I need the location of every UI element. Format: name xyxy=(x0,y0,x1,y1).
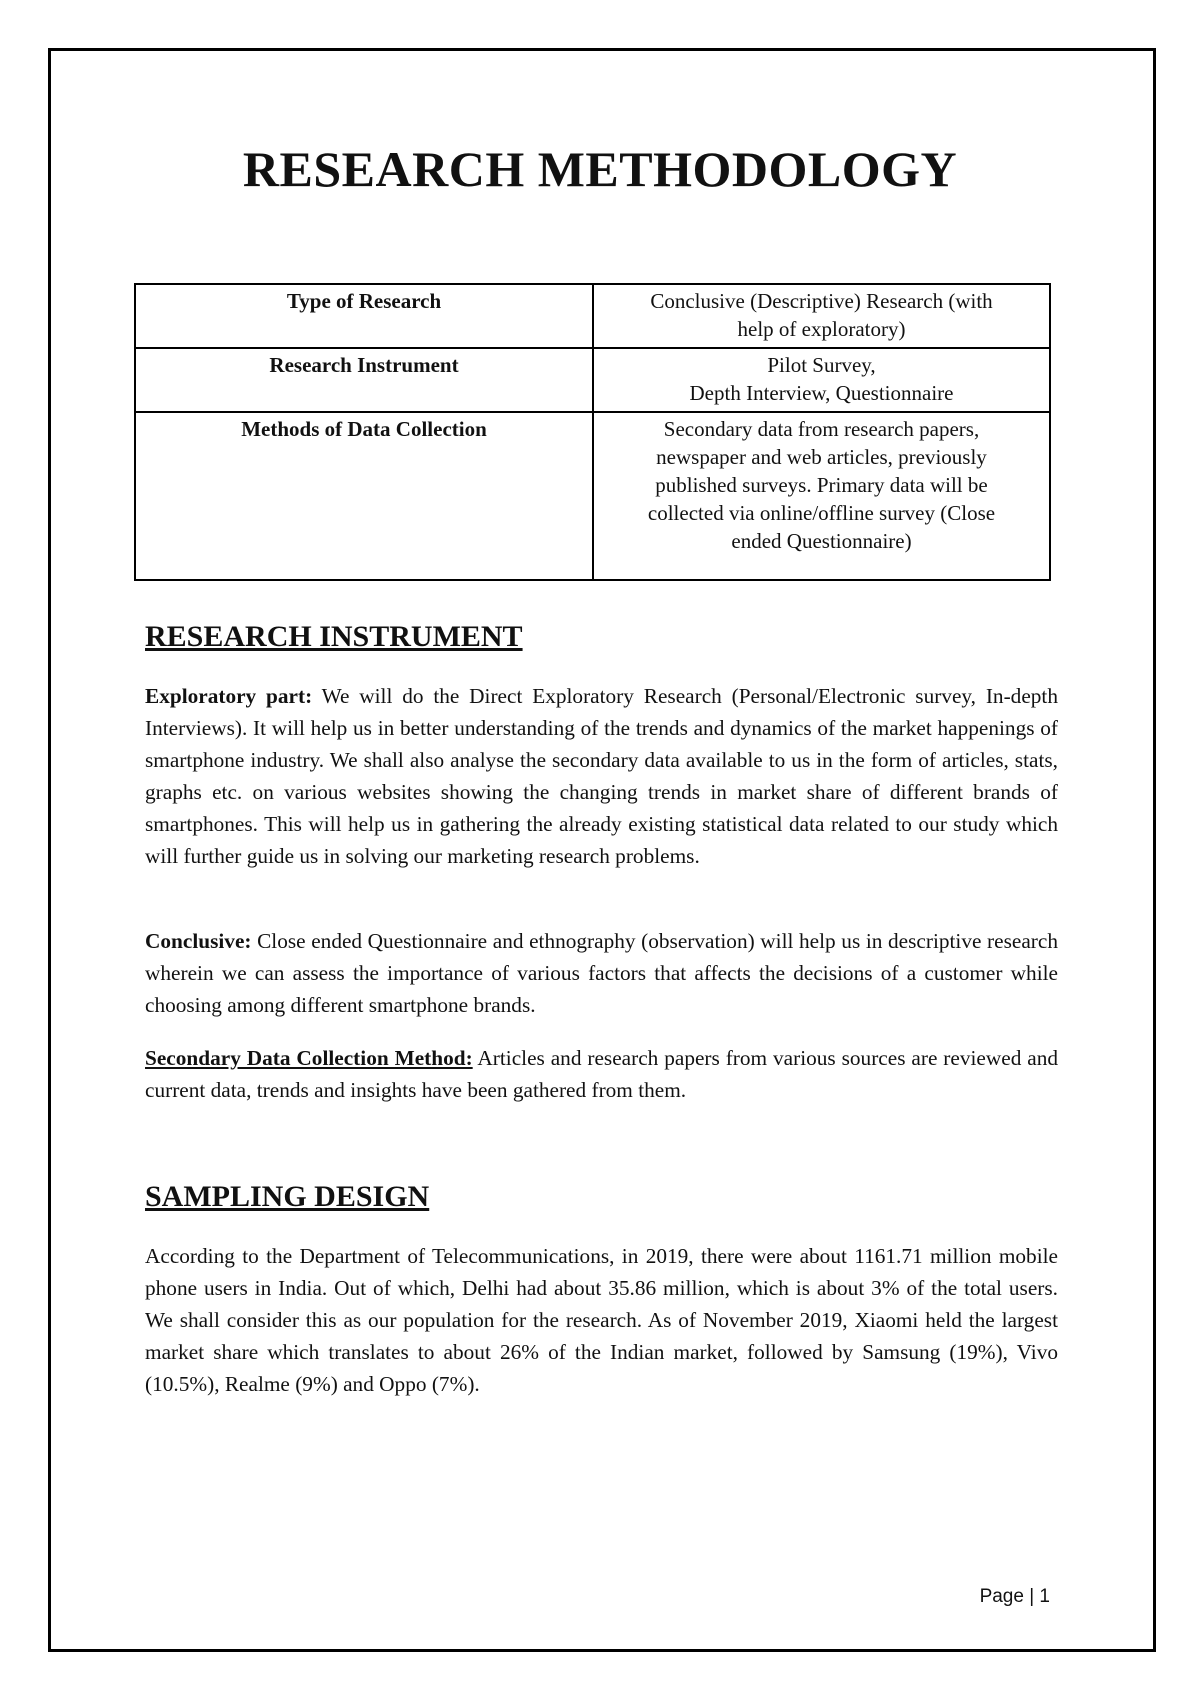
conclusive-label: Conclusive: xyxy=(145,929,252,953)
secondary-text: Articles and research papers from various sources are reviewed and current data, trends and insights have been gathered from them. xyxy=(145,1046,1058,1102)
secondary-label: Secondary Data Collection Method: xyxy=(145,1046,473,1070)
table-value-line: collected via online/offline survey (Close xyxy=(647,501,996,525)
table-value-line: ended Questionnaire) xyxy=(731,529,912,553)
conclusive-text: Close ended Questionnaire and ethnography (observation) will help us in descriptive research wherein we can assess the importance of various factors that affects the decisions of a customer while choosing among different smartphone brands. xyxy=(145,929,1058,1017)
table-value-line: Secondary data from research papers, xyxy=(663,417,980,441)
table-value-line: Depth Interview, Questionnaire xyxy=(689,381,954,405)
sampling-design-heading: SAMPLING DESIGN xyxy=(145,1180,430,1213)
conclusive-paragraph xyxy=(145,925,1058,1021)
exploratory-paragraph xyxy=(145,680,1058,872)
table-value-line: help of exploratory) xyxy=(737,317,906,341)
page-number: Page | 1 xyxy=(979,1586,1050,1607)
exploratory-label: Exploratory part: xyxy=(145,684,313,708)
secondary-paragraph xyxy=(145,1042,1058,1106)
table-row xyxy=(135,348,1050,412)
research-instrument-heading: RESEARCH INSTRUMENT xyxy=(145,620,523,653)
table-value-line: newspaper and web articles, previously xyxy=(656,445,987,469)
page-title: RESEARCH METHODOLOGY xyxy=(242,141,958,197)
table-value-cell xyxy=(593,412,1050,580)
table-value-line: Conclusive (Descriptive) Research (with xyxy=(650,289,993,313)
table-value-cell xyxy=(593,284,1050,348)
table-value-line: published surveys. Primary data will be xyxy=(655,473,988,497)
table-label-cell: Type of Research xyxy=(135,284,593,348)
table-value-cell xyxy=(593,348,1050,412)
table-row xyxy=(135,284,1050,348)
methodology-table xyxy=(134,283,1051,581)
table-row xyxy=(135,412,1050,580)
table-label-cell: Methods of Data Collection xyxy=(135,412,593,580)
sampling-paragraph: According to the Department of Telecommunications, in 2019, there were about 1161.71 million mobile phone users in India. Out of which, Delhi had about 35.86 million, which is about 3% of the total users. We shall consider this as our population for the research. As of November 2019, Xiaomi held the largest market share which translates to about 26% of the Indian market, followed by Samsung (19%), Vivo (10.5%), Realme (9%) and Oppo (7%). xyxy=(145,1244,1058,1396)
table-label-cell: Research Instrument xyxy=(135,348,593,412)
exploratory-text: We will do the Direct Exploratory Research (Personal/Electronic survey, In-depth Interviews). It will help us in better understanding of the trends and dynamics of the market happenings of smartphone industry. We shall also analyse the secondary data available to us in the form of articles, stats, graphs etc. on various websites showing the changing trends in market share of different brands of smartphones. This will help us in gathering the already existing statistical data related to our study which will further guide us in solving our marketing research problems. xyxy=(145,684,1058,868)
table-value-line: Pilot Survey, xyxy=(767,353,876,377)
